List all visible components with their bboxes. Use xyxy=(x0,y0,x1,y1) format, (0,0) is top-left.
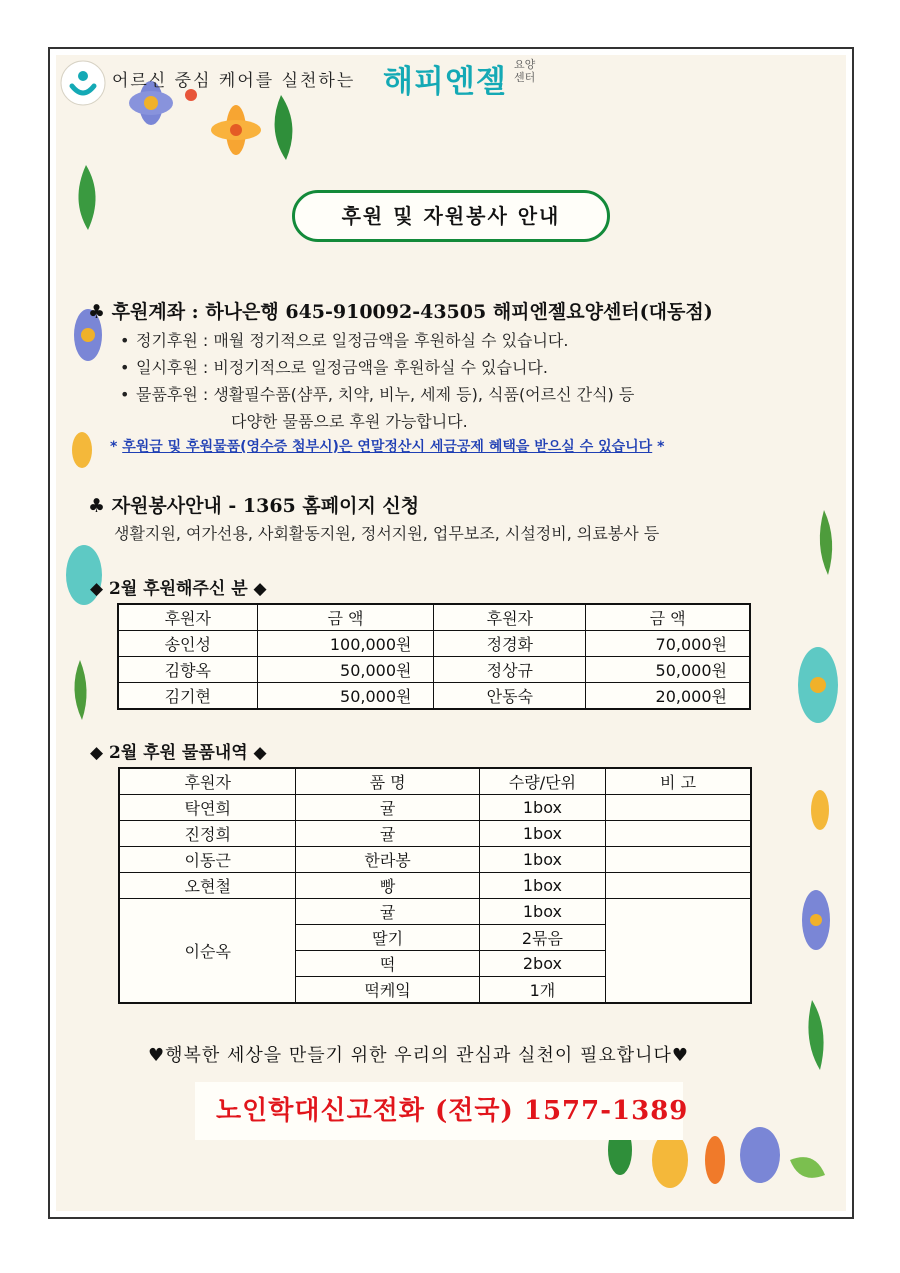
goods-heading xyxy=(90,738,267,763)
table-row xyxy=(119,873,751,899)
donor-name: 이순옥 xyxy=(119,899,296,1004)
item-quantity: 2묶음 xyxy=(479,925,605,951)
tax-deduction-notice: * 후원금 및 후원물품(영수증 첨부시)은 연말정산시 세금공제 혜택을 받으실 수 있습니다 * xyxy=(110,439,665,455)
account-item: • 물품후원 : 생활필수품(샴푸, 치약, 비누, 세제 등), 식품(어르신 간식) 등 xyxy=(120,385,635,404)
closing-message: ♥행복한 세상을 만들기 위한 우리의 관심과 실천이 필요합니다♥ xyxy=(148,1045,690,1066)
donors-heading-text: 2월 후원해주신 분 xyxy=(109,579,248,599)
donor-name: 안동숙 xyxy=(434,683,586,710)
table-header-cell: 품 명 xyxy=(296,768,479,795)
account-item-text: 정기후원 : 매월 정기적으로 일정금액을 후원하실 수 있습니다. xyxy=(136,331,569,350)
club-icon: ♣ xyxy=(88,301,112,323)
table-row xyxy=(118,631,750,657)
elder-abuse-hotline: 노인학대신고전화 (전국) 1577-1389 xyxy=(216,1096,689,1126)
item-quantity: 2box xyxy=(479,951,605,977)
item-note xyxy=(606,899,751,1004)
item-name: 귤 xyxy=(296,821,479,847)
orange-flower-icon xyxy=(211,105,261,155)
donor-name: 송인성 xyxy=(118,631,257,657)
brand-name: 해피엔젤 xyxy=(383,64,507,100)
item-quantity: 1개 xyxy=(479,977,605,1004)
table-header-cell: 금 액 xyxy=(257,604,434,631)
diamond-icon: ◆ xyxy=(247,579,267,599)
table-header-row xyxy=(118,604,750,631)
brand-subtitle-line1: 요양 xyxy=(514,58,536,71)
table-header-cell: 비 고 xyxy=(606,768,751,795)
item-name: 떡케잌 xyxy=(296,977,479,1004)
donor-name: 김향옥 xyxy=(118,657,257,683)
table-row xyxy=(118,657,750,683)
table-header-cell: 금 액 xyxy=(586,604,750,631)
table-header-cell: 후원자 xyxy=(118,604,257,631)
item-note xyxy=(606,795,751,821)
diamond-icon: ◆ xyxy=(90,743,109,763)
donor-name: 이동근 xyxy=(119,847,296,873)
account-item: • 일시후원 : 비정기적으로 일정금액을 후원하실 수 있습니다. xyxy=(120,358,548,377)
brand-subtitle xyxy=(514,58,535,84)
brand-subtitle-line2: 센터 xyxy=(514,71,536,84)
donation-amount: 50,000원 xyxy=(257,683,434,710)
header-tagline: 어르신 중심 케어를 실천하는 xyxy=(112,71,356,91)
donor-name: 진정희 xyxy=(119,821,296,847)
donors-heading xyxy=(90,574,267,599)
account-item-text: 물품후원 : 생활필수품(샴푸, 치약, 비누, 세제 등), 식품(어르신 간식) 등 xyxy=(136,385,635,404)
item-quantity: 1box xyxy=(479,795,605,821)
item-name: 귤 xyxy=(296,899,479,925)
volunteer-heading xyxy=(88,491,419,518)
flower-decoration-right xyxy=(790,500,846,1160)
item-quantity: 1box xyxy=(479,821,605,847)
center-logo-icon xyxy=(60,60,106,106)
donation-amount: 50,000원 xyxy=(257,657,434,683)
table-row xyxy=(119,847,751,873)
club-icon: ♣ xyxy=(88,495,112,517)
table-header-cell: 후원자 xyxy=(434,604,586,631)
item-note xyxy=(606,847,751,873)
account-heading-text: 후원계좌 : 하나은행 645-910092-43505 해피엔젤요양센터(대동점) xyxy=(111,301,713,323)
donor-name: 정경화 xyxy=(434,631,586,657)
leaf-icon xyxy=(78,165,95,230)
item-quantity: 1box xyxy=(479,899,605,925)
flower-decoration-side xyxy=(60,290,120,770)
item-name: 떡 xyxy=(296,951,479,977)
table-header-row xyxy=(119,768,751,795)
item-note xyxy=(606,821,751,847)
donor-name: 김기현 xyxy=(118,683,257,710)
donor-name: 탁연희 xyxy=(119,795,296,821)
table-row xyxy=(119,821,751,847)
donation-amount: 100,000원 xyxy=(257,631,434,657)
item-quantity: 1box xyxy=(479,847,605,873)
table-header-cell: 후원자 xyxy=(119,768,296,795)
account-item: • 정기후원 : 매월 정기적으로 일정금액을 후원하실 수 있습니다. xyxy=(120,331,569,350)
account-item-text: 일시후원 : 비정기적으로 일정금액을 후원하실 수 있습니다. xyxy=(136,358,548,377)
table-header-cell: 수량/단위 xyxy=(479,768,605,795)
goods-table xyxy=(118,767,752,1004)
goods-heading-text: 2월 후원 물품내역 xyxy=(109,743,248,763)
diamond-icon: ◆ xyxy=(247,743,267,763)
table-row xyxy=(119,899,751,925)
page-title: 후원 및 자원봉사 안내 xyxy=(292,190,610,242)
volunteer-heading-text: 자원봉사안내 - 1365 홈페이지 신청 xyxy=(111,495,420,517)
donation-amount: 20,000원 xyxy=(586,683,750,710)
item-name: 한라봉 xyxy=(296,847,479,873)
leaf-icon xyxy=(275,95,293,160)
donor-name: 정상규 xyxy=(434,657,586,683)
donor-name: 오현철 xyxy=(119,873,296,899)
item-name: 빵 xyxy=(296,873,479,899)
item-note xyxy=(606,873,751,899)
tax-deduction-notice-text: 후원금 및 후원물품(영수증 첨부시)은 연말정산시 세금공제 혜택을 받으실 수 있습니다 xyxy=(122,439,653,455)
diamond-icon: ◆ xyxy=(90,579,109,599)
volunteer-description: 생활지원, 여가선용, 사회활동지원, 정서지원, 업무보조, 시설정비, 의료봉사 등 xyxy=(114,524,660,543)
item-name: 딸기 xyxy=(296,925,479,951)
account-heading xyxy=(88,297,713,324)
table-row xyxy=(119,795,751,821)
donation-amount: 50,000원 xyxy=(586,657,750,683)
item-quantity: 1box xyxy=(479,873,605,899)
donors-table xyxy=(117,603,751,710)
account-item-continued: 다양한 물품으로 후원 가능합니다. xyxy=(231,412,468,431)
table-row xyxy=(118,683,750,710)
donation-amount: 70,000원 xyxy=(586,631,750,657)
item-name: 귤 xyxy=(296,795,479,821)
